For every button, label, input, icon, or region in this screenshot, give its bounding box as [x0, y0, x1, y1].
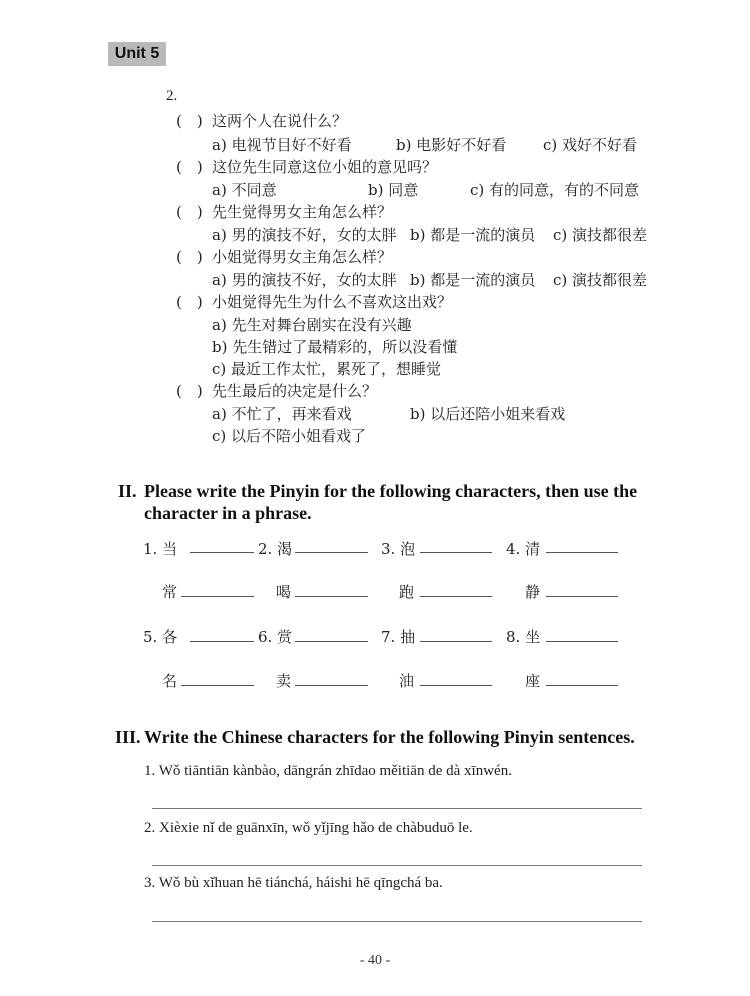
answer-paren: ( ): [176, 112, 203, 130]
question-text: 这两个人在说什么？: [212, 112, 348, 130]
option-b: b) 电影好不好看: [396, 136, 507, 154]
section-numeral: III.: [115, 727, 141, 747]
char-label: 卖: [276, 672, 292, 690]
char-label: 名: [162, 672, 178, 690]
option-b: b) 先生错过了最精彩的，所以没看懂: [212, 338, 458, 356]
answer-paren: ( ): [176, 248, 203, 266]
option-c: c) 有的同意，有的不同意: [470, 181, 640, 199]
option-a: a) 先生对舞台剧实在没有兴趣: [212, 316, 412, 334]
char-label: 喝: [276, 583, 292, 601]
answer-blank[interactable]: [295, 552, 368, 553]
answer-blank[interactable]: [181, 685, 254, 686]
answer-paren: ( ): [176, 158, 203, 176]
option-b: b) 都是一流的演员: [410, 226, 536, 244]
char-label: 4. 清: [506, 540, 541, 558]
char-label: 2. 渴: [258, 540, 293, 558]
answer-blank[interactable]: [420, 685, 492, 686]
answer-blank[interactable]: [190, 552, 254, 553]
pinyin-sentence: 2. Xièxie nǐ de guānxīn, wǒ yǐjīng hǎo de chàbuduō le.: [144, 820, 473, 836]
answer-paren: ( ): [176, 382, 203, 400]
char-label: 7. 抽: [381, 628, 416, 646]
answer-blank[interactable]: [190, 641, 254, 642]
char-label: 油: [399, 672, 415, 690]
option-c: c) 演技都很差: [553, 226, 648, 244]
answer-blank[interactable]: [295, 685, 368, 686]
answer-paren: ( ): [176, 293, 203, 311]
answer-blank[interactable]: [295, 641, 368, 642]
char-label: 1. 当: [143, 540, 178, 558]
pinyin-sentence: 1. Wǒ tiāntiān kànbào, dāngrán zhīdao měitiān de dà xīnwén.: [144, 763, 512, 779]
option-a: a) 不忙了，再来看戏: [212, 405, 352, 423]
answer-blank[interactable]: [420, 596, 492, 597]
answer-blank[interactable]: [420, 552, 492, 553]
unit-tag: Unit 5: [108, 42, 166, 66]
answer-blank[interactable]: [295, 596, 368, 597]
char-label: 座: [525, 672, 541, 690]
answer-blank[interactable]: [546, 685, 618, 686]
option-b: b) 都是一流的演员: [410, 271, 536, 289]
char-label: 常: [162, 583, 178, 601]
answer-blank[interactable]: [181, 596, 254, 597]
answer-paren: ( ): [176, 203, 203, 221]
answer-blank[interactable]: [546, 596, 618, 597]
char-label: 8. 坐: [506, 628, 541, 646]
option-a: a) 不同意: [212, 181, 277, 199]
option-c: c) 以后不陪小姐看戏了: [212, 427, 367, 445]
answer-blank[interactable]: [420, 641, 492, 642]
question-text: 先生最后的决定是什么？: [212, 382, 378, 400]
page-number: - 40 -: [359, 953, 391, 968]
option-a: a) 电视节目好不好看: [212, 136, 352, 154]
section-heading: Write the Chinese characters for the following Pinyin sentences.: [144, 727, 635, 747]
option-a: a) 男的演技不好，女的太胖: [212, 271, 397, 289]
char-label: 3. 泡: [381, 540, 416, 558]
question-text: 小姐觉得男女主角怎么样？: [212, 248, 393, 266]
section-heading: character in a phrase.: [144, 503, 312, 523]
answer-blank[interactable]: [546, 641, 618, 642]
section-numeral: II.: [118, 481, 137, 501]
writing-line[interactable]: [152, 808, 642, 809]
option-a: a) 男的演技不好，女的太胖: [212, 226, 397, 244]
section-heading: Please write the Pinyin for the following characters, then use the: [144, 481, 638, 501]
question-text: 先生觉得男女主角怎么样？: [212, 203, 393, 221]
char-label: 跑: [399, 583, 415, 601]
pinyin-sentence: 3. Wǒ bù xǐhuan hē tiánchá, háishi hē qīngchá ba.: [144, 875, 443, 891]
question-text: 小姐觉得先生为什么不喜欢这出戏？: [212, 293, 453, 311]
char-label: 5. 各: [143, 628, 178, 646]
answer-blank[interactable]: [546, 552, 618, 553]
option-c: c) 戏好不好看: [543, 136, 638, 154]
writing-line[interactable]: [152, 865, 642, 866]
option-c: c) 演技都很差: [553, 271, 648, 289]
option-c: c) 最近工作太忙，累死了，想睡觉: [212, 360, 442, 378]
item-number: 2.: [166, 88, 178, 104]
writing-line[interactable]: [152, 921, 642, 922]
option-b: b) 同意: [368, 181, 419, 199]
option-b: b) 以后还陪小姐来看戏: [410, 405, 566, 423]
char-label: 静: [525, 583, 541, 601]
char-label: 6. 赏: [258, 628, 293, 646]
question-text: 这位先生同意这位小姐的意见吗？: [212, 158, 438, 176]
